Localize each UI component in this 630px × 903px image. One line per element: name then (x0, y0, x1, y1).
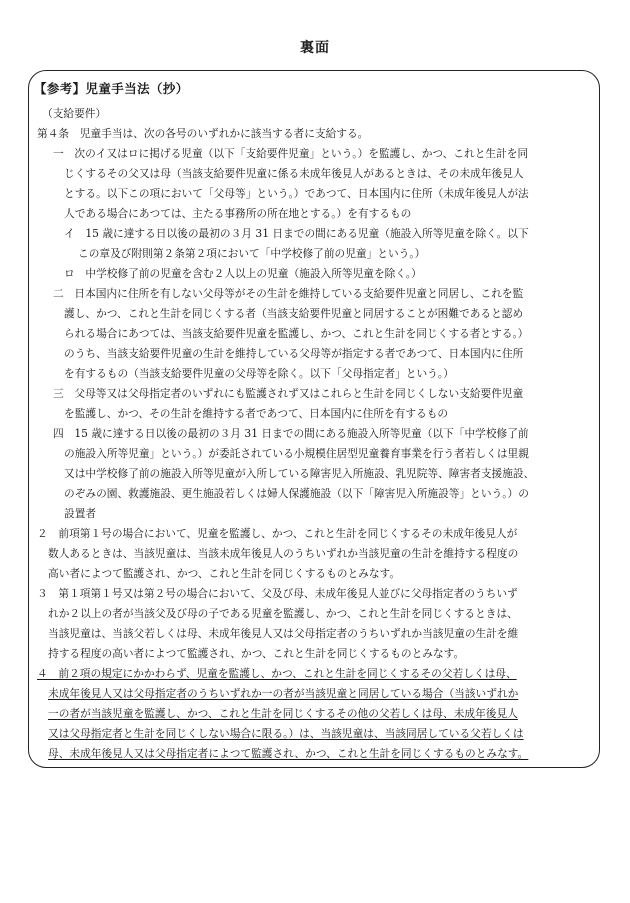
law-text-line: 人である場合にあつては、主たる事務所の所在地とする。）を有するもの (64, 207, 412, 220)
law-text-line: ロ 中学校修了前の児童を含む２人以上の児童（施設入所等児童を除く。） (64, 267, 422, 280)
law-text-line: 二 日本国内に住所を有しない父母等がその生計を維持している支給要件児童と同居し、これを監 (53, 287, 524, 300)
reference-box-title: 【参考】児童手当法（抄） (34, 81, 189, 96)
law-text-line: イ 15 歳に達する日以後の最初の３月 31 日までの間にある児童（施設入所等児童を除く。以下 (64, 227, 529, 240)
law-text-line: 母、未成年後見人又は父母指定者によつて監護され、かつ、これと生計を同じくするものとみなす。 (48, 747, 529, 760)
law-text-line: られる場合にあつては、当該支給要件児童を監護し、かつ、これと生計を同じくする者とする。） (64, 327, 529, 340)
law-text-line: を監護し、かつ、その生計を維持する者であつて、日本国内に住所を有するもの (64, 407, 449, 420)
law-text-line: （支給要件） (42, 107, 107, 120)
law-text-line: 高い者によつて監護され、かつ、これと生計を同じくするものとみなす。 (48, 567, 401, 580)
law-text-line: のうち、当該支給要件児童の生計を維持している父母等が指定する者であつて、日本国内に住所 (64, 347, 524, 360)
law-text-line: 設置者 (64, 507, 97, 520)
law-text-line: 四 15 歳に達する日以後の最初の３月 31 日までの間にある施設入所等児童（以下「中学校修了前 (53, 427, 529, 440)
law-text-line: 又は中学校修了前の施設入所等児童が入所している障害児入所施設、乳児院等、障害者支援施設、 (64, 467, 535, 480)
law-text-line: 三 父母等又は父母指定者のいずれにも監護されず又はこれらと生計を同じくしない支給要件児童 (53, 387, 524, 400)
law-text-line: の施設入所等児童」という。）が委託されている小規模住居型児童養育事業を行う者若しくは里親 (64, 447, 529, 460)
law-text-line: 数人あるときは、当該児童は、当該未成年後見人のうちいずれか当該児童の生計を維持する程度の (48, 547, 519, 560)
law-text-line: 当該児童は、当該父若しくは母、未成年後見人又は父母指定者のうちいずれか当該児童の生計を維 (48, 627, 519, 640)
law-text-line: 一 次のイ又はロに掲げる児童（以下「支給要件児童」という。）を監護し、かつ、これと生計を同 (53, 147, 529, 160)
law-text-line: 一の者が当該児童を監護し、かつ、これと生計を同じくするその他の父若しくは母、未成年後見人 (48, 707, 518, 720)
law-text-line: 又は父母指定者と生計を同じくしない場合に限る。）は、当該児童は、当該同居している父若しくは (48, 727, 524, 740)
law-text-line: ３ 第１項第１号又は第２号の場合において、父及び母、未成年後見人並びに父母指定者のうちいず (37, 587, 518, 600)
law-text-line: この章及び附則第２条第２項において「中学校修了前の児童」という。） (78, 247, 426, 260)
law-text-line: れか２以上の者が当該父及び母の子である児童を監護し、かつ、これと生計を同じくするときは、 (48, 607, 518, 620)
law-text-line: 第４条 児童手当は、次の各号のいずれかに該当する者に支給する。 (37, 127, 369, 140)
law-text-line: 未成年後見人又は父母指定者のうちいずれか一の者が当該児童と同居している場合（当該いずれか (48, 687, 519, 700)
law-text-line: 持する程度の高い者によつて監護され、かつ、これと生計を同じくするものとみなす。 (48, 647, 465, 660)
law-text-line: ２ 前項第１号の場合において、児童を監護し、かつ、これと生計を同じくするその未成年後見人が (37, 527, 518, 540)
law-text-line: ４ 前２項の規定にかかわらず、児童を監護し、かつ、これと生計を同じくするその父若しくは母、 (37, 667, 517, 680)
law-text-line: を有するもの（当該支給要件児童の父母等を除く。以下「父母指定者」という。） (64, 367, 454, 380)
law-text-line: とする。以下この項において「父母等」という。）であつて、日本国内に住所（未成年後見人が法 (64, 187, 529, 200)
law-text-line: じくするその父又は母（当該支給要件児童に係る未成年後見人があるときは、その未成年後見人 (64, 167, 524, 180)
law-text-line: のぞみの園、救護施設、更生施設若しくは婦人保護施設（以下「障害児入所施設等」という。）の (64, 487, 529, 500)
law-text-line: 護し、かつ、これと生計を同じくする者（当該支給要件児童と同居することが困難であると認め (64, 307, 524, 320)
page-title: 裏面 (300, 40, 330, 56)
